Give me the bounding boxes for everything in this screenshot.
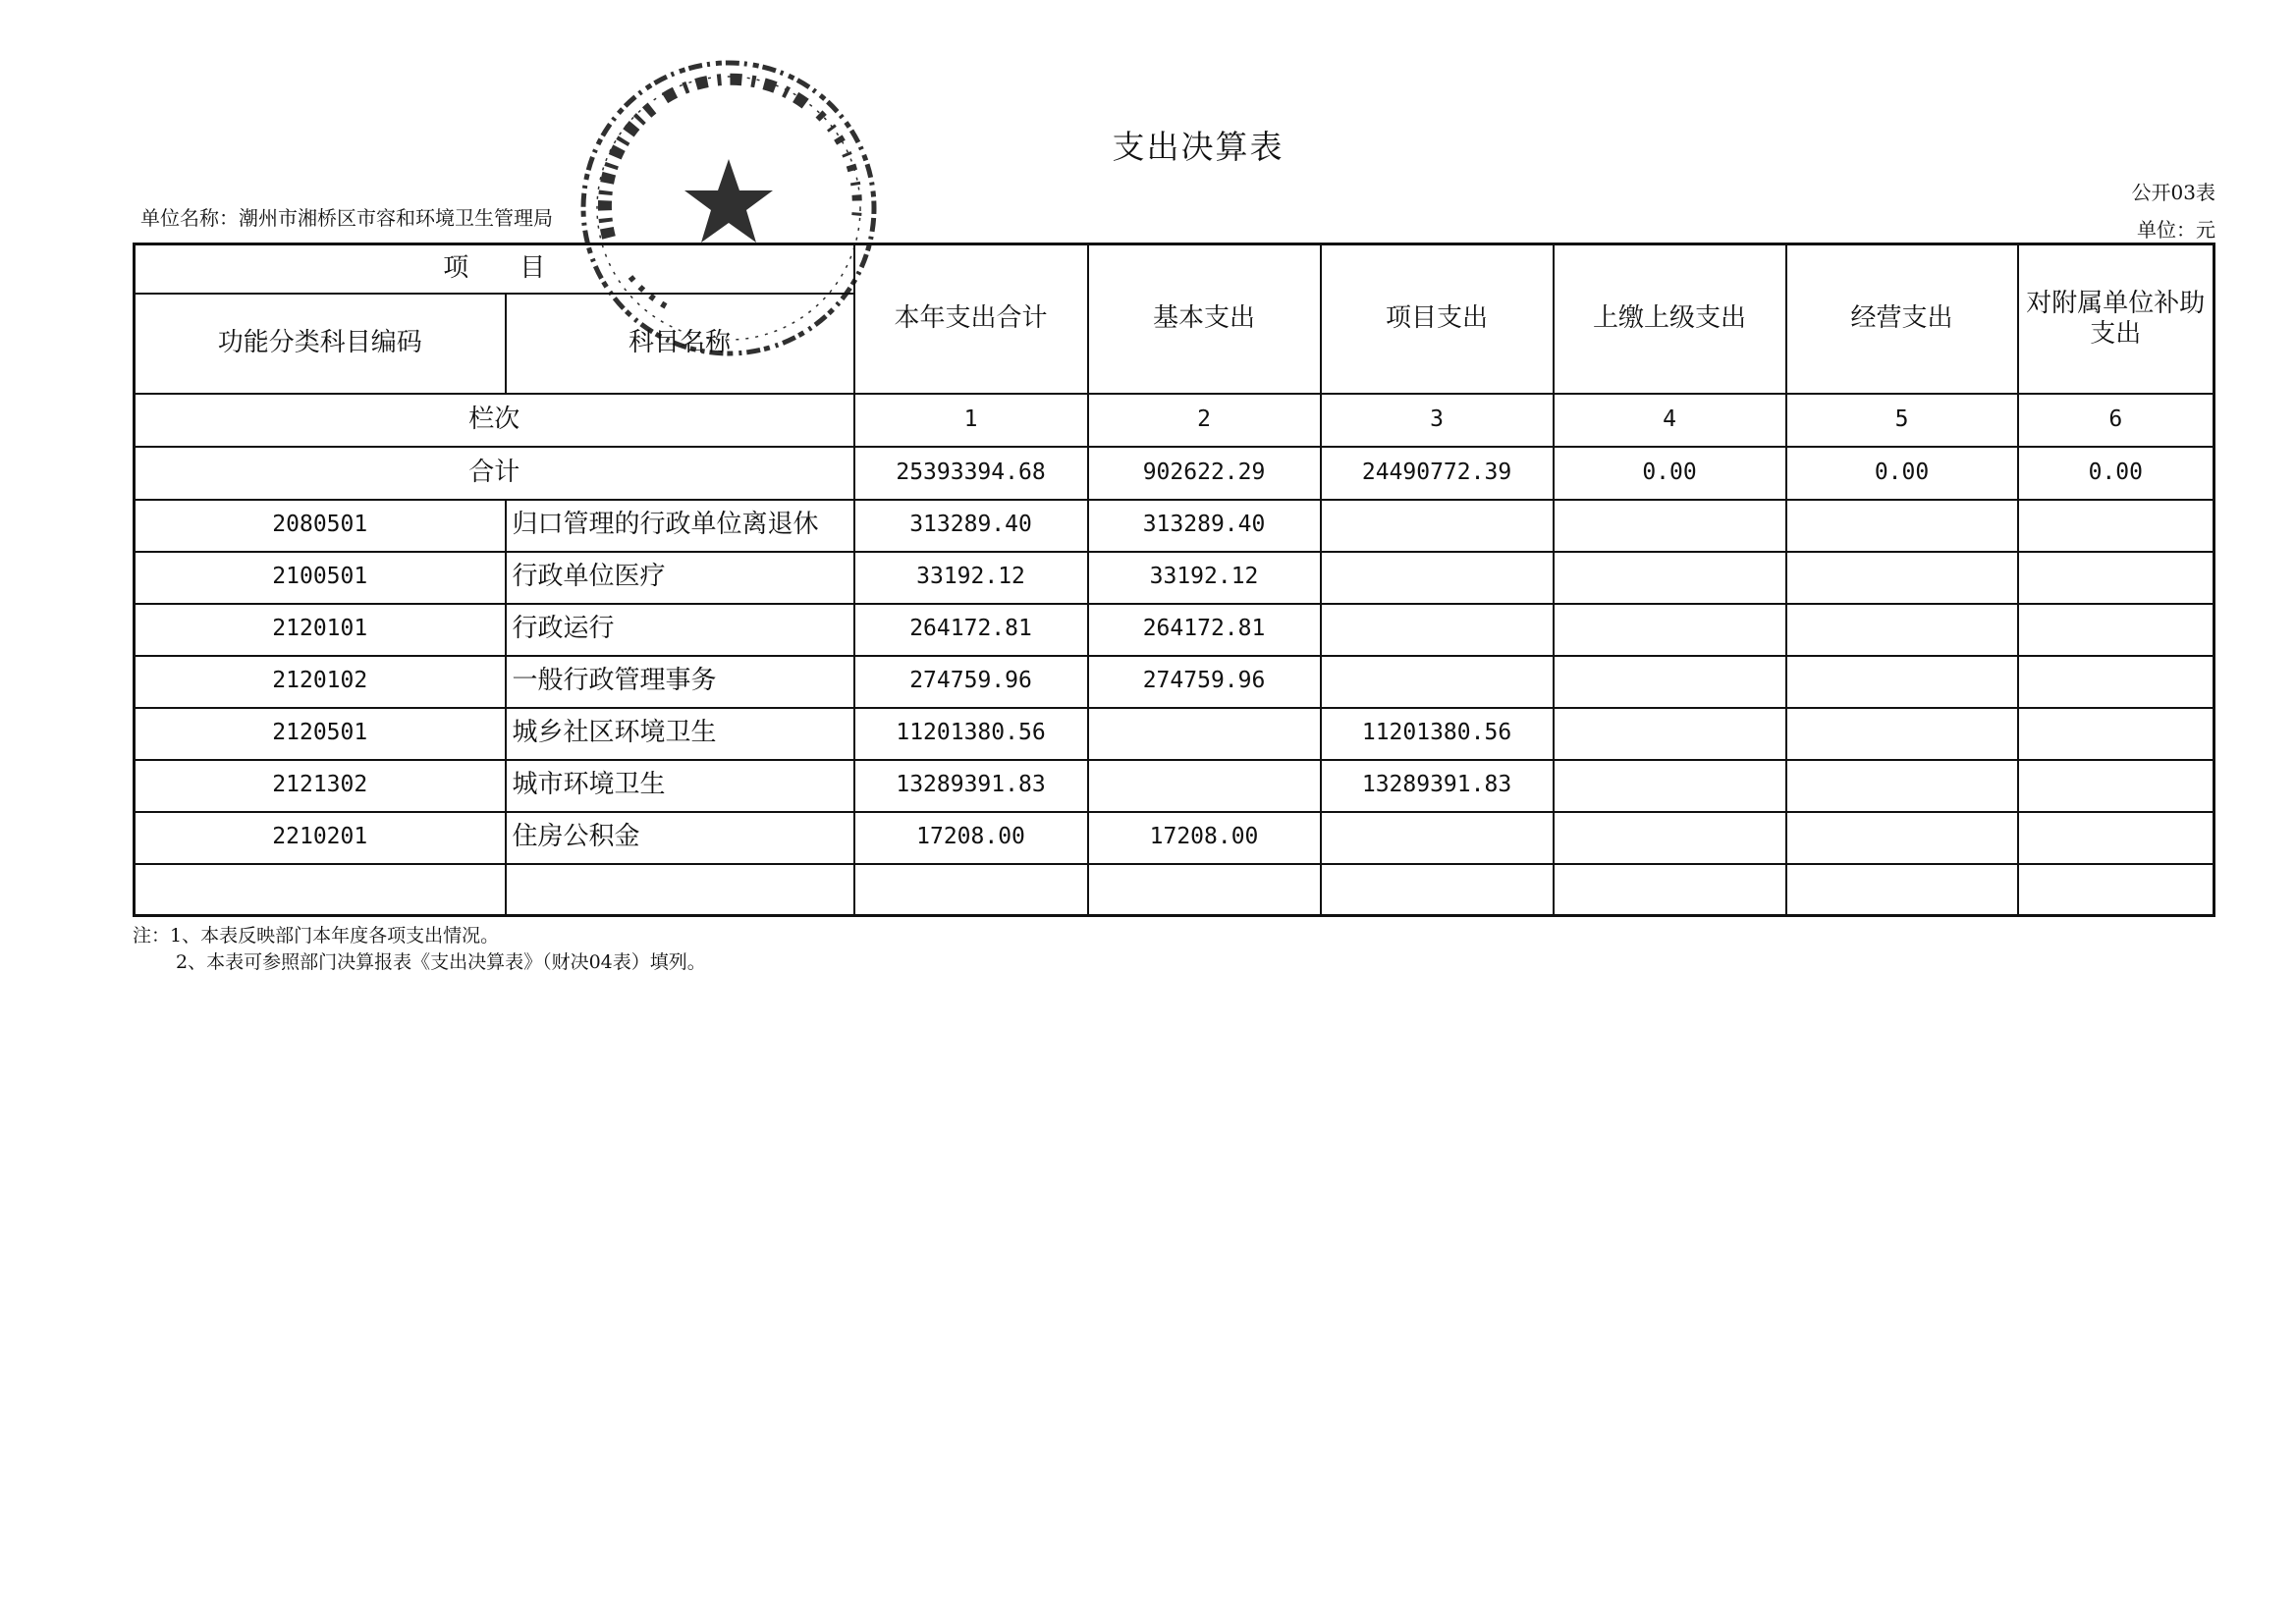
row-value (1321, 604, 1554, 656)
table-row (135, 500, 2214, 552)
row-name: 行政单位医疗 (506, 552, 854, 604)
col-header-total: 本年支出合计 (854, 244, 1088, 394)
row-code: 2210201 (135, 812, 506, 864)
total-value: 0.00 (1554, 447, 1786, 500)
row-value: 17208.00 (854, 812, 1088, 864)
column-index-label: 栏次 (135, 394, 854, 447)
row-value: 11201380.56 (854, 708, 1088, 760)
row-code: 2121302 (135, 760, 506, 812)
row-value (1321, 552, 1554, 604)
row-value (854, 864, 1088, 916)
row-value (1554, 864, 1786, 916)
row-name: 城市环境卫生 (506, 760, 854, 812)
row-code: 2120501 (135, 708, 506, 760)
row-value: 274759.96 (1088, 656, 1321, 708)
row-value (2018, 760, 2214, 812)
table-row (135, 656, 2214, 708)
total-value: 0.00 (2018, 447, 2214, 500)
row-value (2018, 552, 2214, 604)
row-value: 313289.40 (1088, 500, 1321, 552)
column-index: 2 (1088, 394, 1321, 447)
row-value: 264172.81 (1088, 604, 1321, 656)
row-value (2018, 864, 2214, 916)
col-header-project: 项目支出 (1321, 244, 1554, 394)
name-column-header: 科目名称 (506, 294, 854, 394)
row-value (1786, 708, 2018, 760)
column-index: 3 (1321, 394, 1554, 447)
total-value: 24490772.39 (1321, 447, 1554, 500)
col-header-subsidiary-subsidy: 对附属单位补助支出 (2018, 244, 2214, 394)
code-column-header: 功能分类科目编码 (135, 294, 506, 394)
row-value (2018, 604, 2214, 656)
row-name: 归口管理的行政单位离退休 (506, 500, 854, 552)
row-value (1321, 864, 1554, 916)
note-line-1: 注：1、本表反映部门本年度各项支出情况。 (133, 925, 500, 947)
row-value (1786, 760, 2018, 812)
total-value: 0.00 (1786, 447, 2018, 500)
unit-of-measure: 单位：元 (2137, 218, 2215, 242)
row-value (1786, 604, 2018, 656)
table-row (135, 864, 2214, 916)
row-code (135, 864, 506, 916)
row-code: 2120101 (135, 604, 506, 656)
table-row (135, 604, 2214, 656)
row-value: 17208.00 (1088, 812, 1321, 864)
col-header-operating: 经营支出 (1786, 244, 2018, 394)
row-code: 2100501 (135, 552, 506, 604)
total-value: 902622.29 (1088, 447, 1321, 500)
row-value (1554, 500, 1786, 552)
row-value (1321, 656, 1554, 708)
table-row (135, 708, 2214, 760)
row-value (1088, 864, 1321, 916)
row-value (1554, 708, 1786, 760)
row-value (1786, 812, 2018, 864)
row-code: 2120102 (135, 656, 506, 708)
row-value (1554, 812, 1786, 864)
row-value: 33192.12 (854, 552, 1088, 604)
row-value (1786, 500, 2018, 552)
table-row (135, 552, 2214, 604)
row-value: 313289.40 (854, 500, 1088, 552)
row-value (2018, 500, 2214, 552)
row-value (1554, 604, 1786, 656)
row-value: 33192.12 (1088, 552, 1321, 604)
row-value (1321, 500, 1554, 552)
row-value (1786, 656, 2018, 708)
row-value: 11201380.56 (1321, 708, 1554, 760)
row-value: 274759.96 (854, 656, 1088, 708)
row-code: 2080501 (135, 500, 506, 552)
column-index: 6 (2018, 394, 2214, 447)
col-header-remit-superior: 上缴上级支出 (1554, 244, 1786, 394)
table-row (135, 760, 2214, 812)
row-name (506, 864, 854, 916)
row-value: 13289391.83 (1321, 760, 1554, 812)
row-value (1088, 760, 1321, 812)
row-name: 行政运行 (506, 604, 854, 656)
total-row-label: 合计 (135, 447, 854, 500)
row-value (1321, 812, 1554, 864)
row-value (1786, 864, 2018, 916)
form-number: 公开03表 (2131, 181, 2215, 204)
row-value (1786, 552, 2018, 604)
row-value (1554, 760, 1786, 812)
table-notes (133, 923, 706, 976)
column-index: 1 (854, 394, 1088, 447)
row-value (1088, 708, 1321, 760)
row-name: 住房公积金 (506, 812, 854, 864)
table-row (135, 812, 2214, 864)
row-value (1554, 656, 1786, 708)
note-line-2: 2、本表可参照部门决算报表《支出决算表》（财决04表）填列。 (176, 951, 706, 973)
col-header-basic: 基本支出 (1088, 244, 1321, 394)
row-name: 一般行政管理事务 (506, 656, 854, 708)
row-value (2018, 656, 2214, 708)
row-name: 城乡社区环境卫生 (506, 708, 854, 760)
unit-name: 单位名称：潮州市湘桥区市容和环境卫生管理局 (140, 206, 553, 230)
total-value: 25393394.68 (854, 447, 1088, 500)
expenditure-table (133, 243, 2215, 917)
row-value (2018, 812, 2214, 864)
row-value: 13289391.83 (854, 760, 1088, 812)
column-index: 4 (1554, 394, 1786, 447)
item-group-header: 项 目 (135, 244, 854, 294)
row-value (1554, 552, 1786, 604)
page-title: 支出决算表 (1112, 128, 1285, 166)
row-value: 264172.81 (854, 604, 1088, 656)
row-value (2018, 708, 2214, 760)
column-index: 5 (1786, 394, 2018, 447)
